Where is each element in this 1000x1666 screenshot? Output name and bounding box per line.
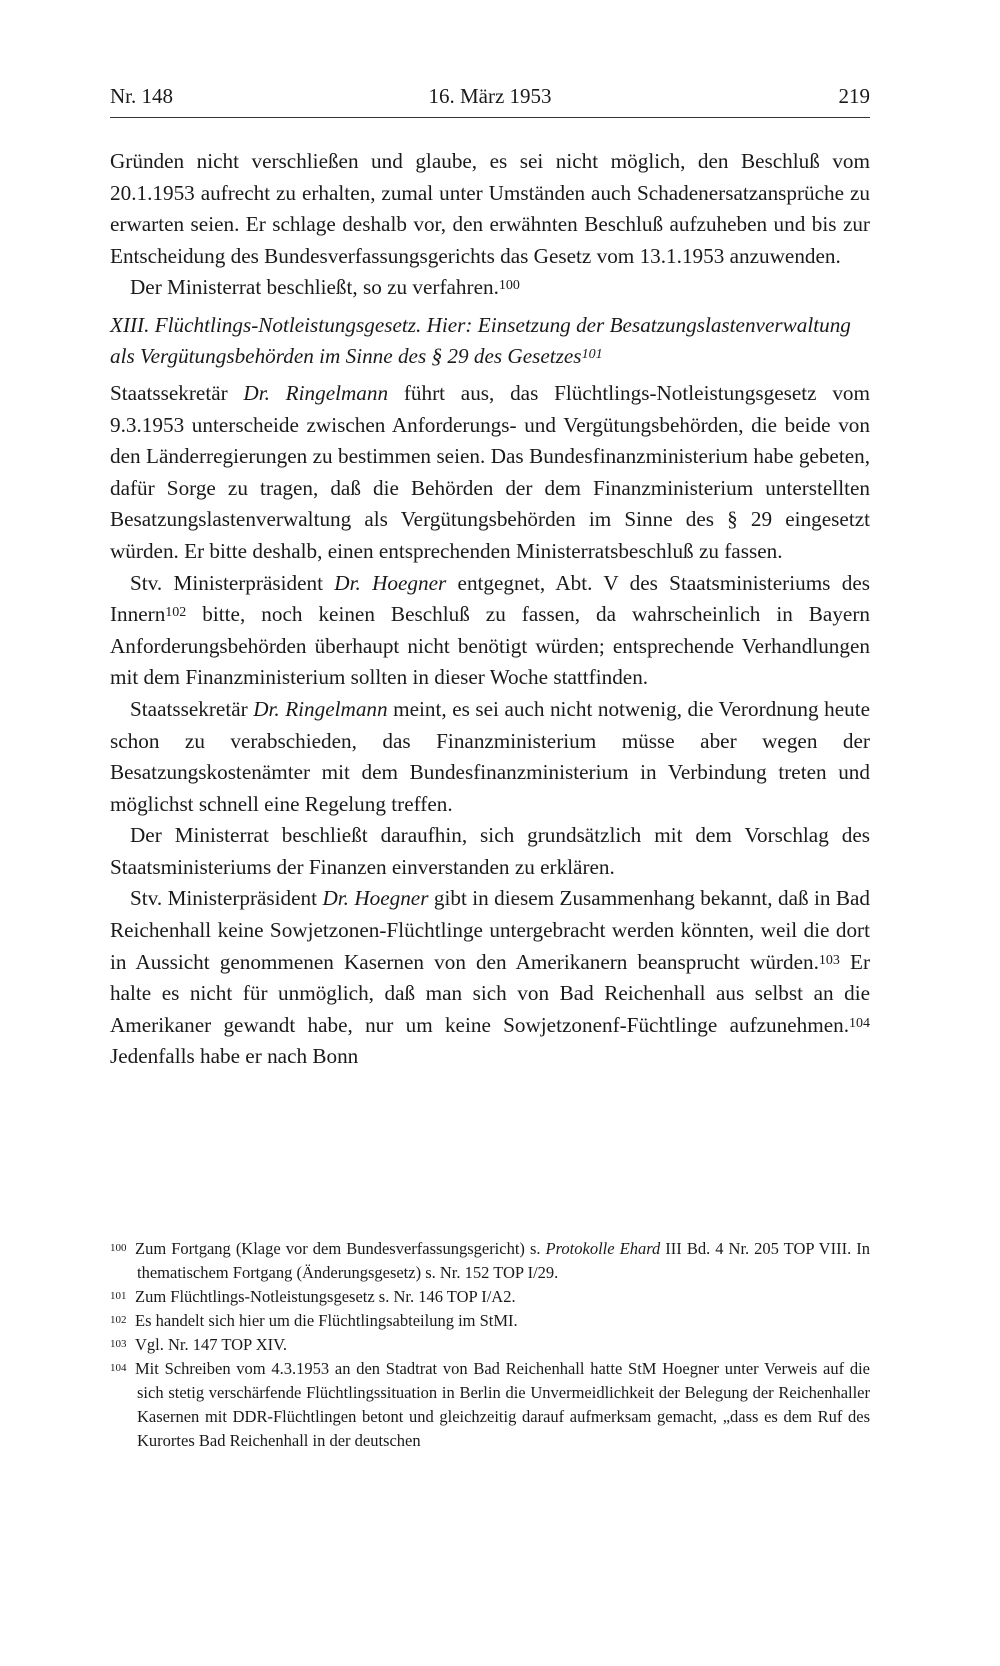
paragraph: Staatssekretär Dr. Ringelmann führt aus, das Flüchtlings-Notleistungsgesetz vom 9.3.1953 unterscheide zwischen Anforderungs- und Vergütungsbehörden, die beide von den Länderregierungen zu bestimmen seien. Das Bundesfinanzministerium habe gebeten, dafür Sorge zu tragen, daß die Behörden der dem Finanzministerium unterstellten Besatzungslastenverwaltung als Vergütungsbehörden im Sinne des § 29 eingesetzt würden. Er bitte deshalb, einen entsprechenden Ministerratsbeschluß zu fassen. bbox=[110, 380, 870, 563]
paragraph: Staatssekretär Dr. Ringelmann meint, es sei auch nicht notwenig, die Verordnung heute schon zu verabschieden, das Finanzministerium müsse aber wegen der Besatzungskostenämter mit dem Bundesfinanzministerium in Verbindung treten und möglichst schnell eine Regelung treffen. bbox=[110, 696, 870, 816]
person-name: Dr. Hoegner bbox=[322, 886, 429, 911]
main-text bbox=[110, 146, 870, 1073]
footnote-ref[interactable]: 104 bbox=[849, 1015, 870, 1031]
running-header bbox=[110, 84, 870, 114]
footnote-ref[interactable]: 101 bbox=[581, 346, 603, 362]
person-name: Dr. Ringelmann bbox=[253, 696, 388, 721]
footnote-100: $^{100}$ Zum Fortgang (Klage vor dem Bundesverfassungsgericht) s. Protokolle Ehard III Bd. 4 Nr. 205 TOP VIII. In thematischem Fortgang (Änderungsgesetz) s. Nr. 152 TOP I/29. bbox=[110, 1239, 870, 1282]
footnote-103: $^{103}$ Vgl. Nr. 147 TOP XIV. bbox=[110, 1335, 288, 1354]
section-heading: XIII. Flüchtlings-Notleistungsgesetz. Hier: Einsetzung der Besatzungslastenverwaltung als Vergütungsbehörden im Sinne des § 29 des Gesetzes$^{101}$ bbox=[110, 312, 851, 368]
header-date: 16. März 1953 bbox=[428, 84, 552, 108]
paragraph: Der Ministerrat beschließt daraufhin, sich grundsätzlich mit dem Vorschlag des Staatsministeriums der Finanzen einverstanden zu erklären. bbox=[110, 823, 870, 879]
footnote-104: $^{104}$ Mit Schreiben vom 4.3.1953 an den Stadtrat von Bad Reichenhall hatte StM Hoegner unter Verweis auf die sich stetig verschärfende Flüchtlingssituation in Berlin die Unvermeidlichkeit der Belegung der Reichenhaller Kasernen mit DDR-Flüchtlingen betont und gleichzeitig darauf aufmerksam gemacht, „dass es dem Ruf des Kurortes Bad Reichenhall in der deutschen bbox=[110, 1359, 870, 1450]
footnote-ref[interactable]: 102 bbox=[165, 605, 187, 621]
document-number: Nr. 148 bbox=[110, 84, 173, 108]
person-name: Dr. Hoegner bbox=[334, 570, 447, 595]
footnote-ref[interactable]: 103 bbox=[818, 952, 840, 968]
footnote-101: $^{101}$ Zum Flüchtlings-Notleistungsgesetz s. Nr. 146 TOP I/A2. bbox=[110, 1287, 516, 1306]
footnote-102: $^{102}$ Es handelt sich hier um die Flüchtlingsabteilung im StMI. bbox=[110, 1311, 518, 1330]
header-rule bbox=[110, 117, 870, 118]
paragraph: Der Ministerrat beschließt, so zu verfahren.$^{100}$ bbox=[130, 275, 520, 300]
page-number: 219 bbox=[838, 84, 870, 108]
footnote-ref[interactable]: 100 bbox=[498, 278, 520, 294]
paragraph: Stv. Ministerpräsident Dr. Hoegner gibt in diesem Zusammenhang bekannt, daß in Bad Reichenhall keine Sowjetzonen-Flüchtlinge untergebracht werden könnten, weil die dort in Aussicht genommenen Kasernen von den Amerikanern beansprucht würden.$^{103}$ Er halte es nicht für unmöglich, daß man sich von Bad Reichenhall aus selbst an die Amerikaner gewandt habe, nur um keine Sowjetzonenf-Füchtlinge aufzunehmen.$^{104}$ Jedenfalls habe er nach Bonn bbox=[110, 886, 871, 1069]
paragraph: Gründen nicht verschließen und glaube, es sei nicht möglich, den Beschluß vom 20.1.1953 aufrecht zu erhalten, zumal unter Umständen auch Schadenersatzansprüche zu erwarten seien. Er schlage deshalb vor, den erwähnten Beschluß aufzuheben und bis zur Entscheidung des Bundesverfassungsgerichts das Gesetz vom 13.1.1953 anzuwenden. bbox=[110, 149, 870, 268]
paragraph: Stv. Ministerpräsident Dr. Hoegner entgegnet, Abt. V des Staatsministeriums des Innern$^{102}$ bitte, noch keinen Beschluß zu fassen, da wahrscheinlich in Bayern Anforderungsbehörden überhaupt nicht benötigt würden; entsprechende Verhandlungen mit dem Finanzministerium sollten in dieser Woche stattfinden. bbox=[110, 570, 870, 690]
person-name: Dr. Ringelmann bbox=[243, 380, 389, 405]
footnotes bbox=[110, 1237, 870, 1453]
